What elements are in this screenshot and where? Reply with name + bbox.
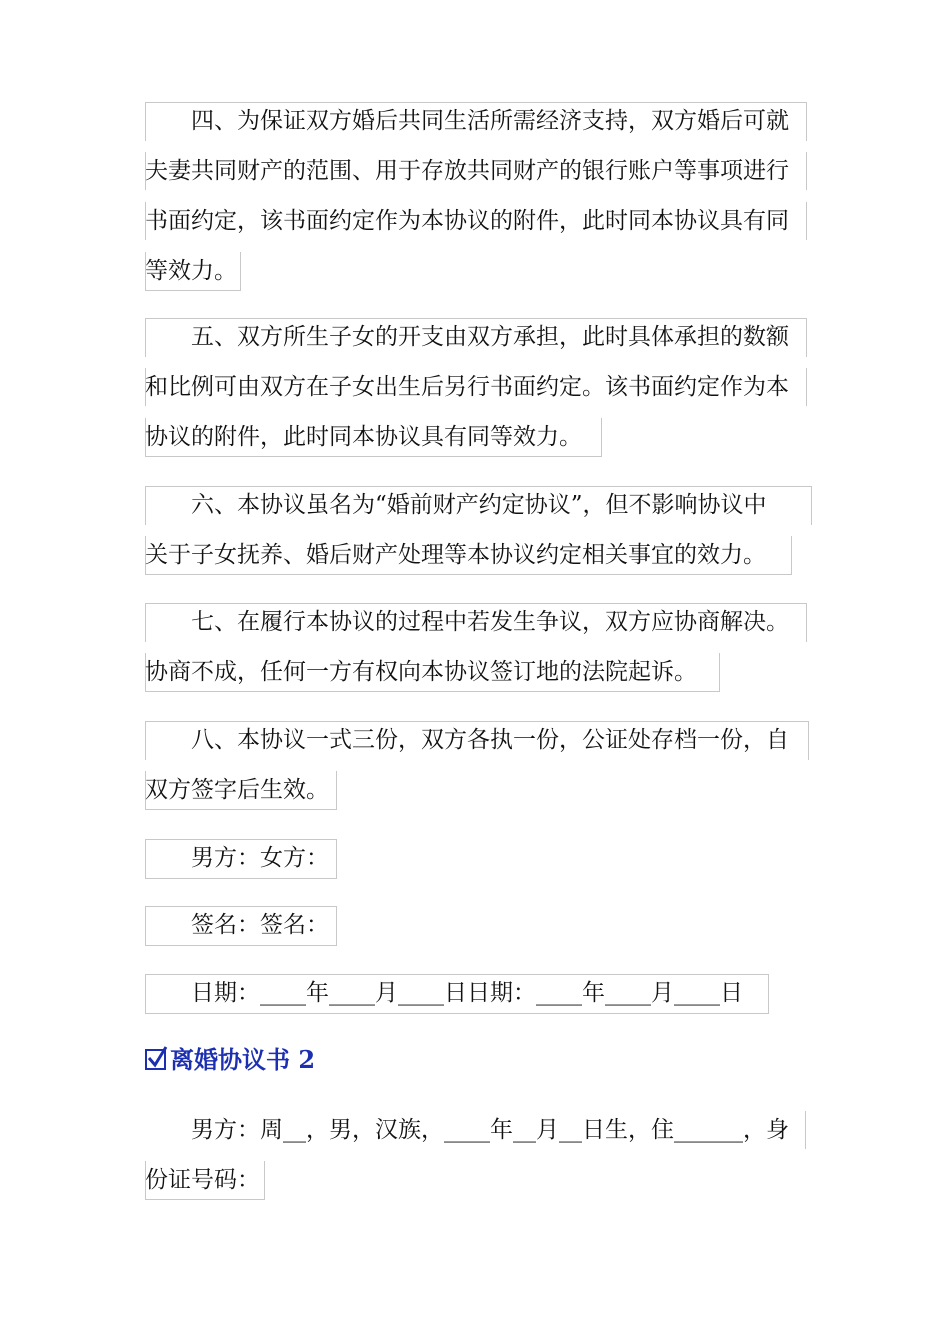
clause-line: 四、为保证双方婚后共同生活所需经济支持，双方婚后可就 xyxy=(145,96,789,146)
signatures-line xyxy=(145,900,329,950)
clause-line: 等效力。 xyxy=(145,246,789,296)
clause-line: 协商不成，任何一方有权向本协议签订地的法院起诉。 xyxy=(145,647,789,697)
clause-line: 关于子女抚养、婚后财产处理等本协议约定相关事宜的效力。 xyxy=(145,530,767,580)
clause-line: 和比例可由双方在子女出生后另行书面约定。该书面约定作为本 xyxy=(145,362,789,412)
clause-line: 夫妻共同财产的范围、用于存放共同财产的银行账户等事项进行 xyxy=(145,146,789,196)
dates-line xyxy=(145,968,743,1018)
section-heading xyxy=(145,1040,315,1080)
clause-line: 书面约定，该书面约定作为本协议的附件，此时同本协议具有同 xyxy=(145,196,789,246)
clause-4 xyxy=(145,96,789,296)
clause-5 xyxy=(145,312,789,462)
intro-line: 男方：周__，男，汉族，____年__月__日生，住______，身 xyxy=(145,1105,789,1155)
clause-7 xyxy=(145,597,789,697)
clause-8 xyxy=(145,715,789,815)
parties-line xyxy=(145,833,329,883)
parties-text: 男方：女方： xyxy=(145,833,329,883)
clause-line: 七、在履行本协议的过程中若发生争议，双方应协商解决。 xyxy=(145,597,789,647)
agreement-intro xyxy=(145,1105,789,1205)
signatures-text: 签名：签名： xyxy=(145,900,329,950)
clause-line: 双方签字后生效。 xyxy=(145,765,789,815)
clause-6 xyxy=(145,480,767,580)
clause-line: 协议的附件，此时同本协议具有同等效力。 xyxy=(145,412,789,462)
checkbox-icon xyxy=(145,1049,166,1070)
clause-line: 六、本协议虽名为“婚前财产约定协议”，但不影响协议中 xyxy=(145,480,767,530)
clause-line: 八、本协议一式三份，双方各执一份，公证处存档一份，自 xyxy=(145,715,789,765)
clause-line: 五、双方所生子女的开支由双方承担，此时具体承担的数额 xyxy=(145,312,789,362)
section-heading-text: 离婚协议书 2 xyxy=(170,1045,316,1074)
dates-text: 日期：____年____月____日日期：____年____月____日 xyxy=(145,968,743,1018)
intro-line: 份证号码： xyxy=(145,1155,789,1205)
